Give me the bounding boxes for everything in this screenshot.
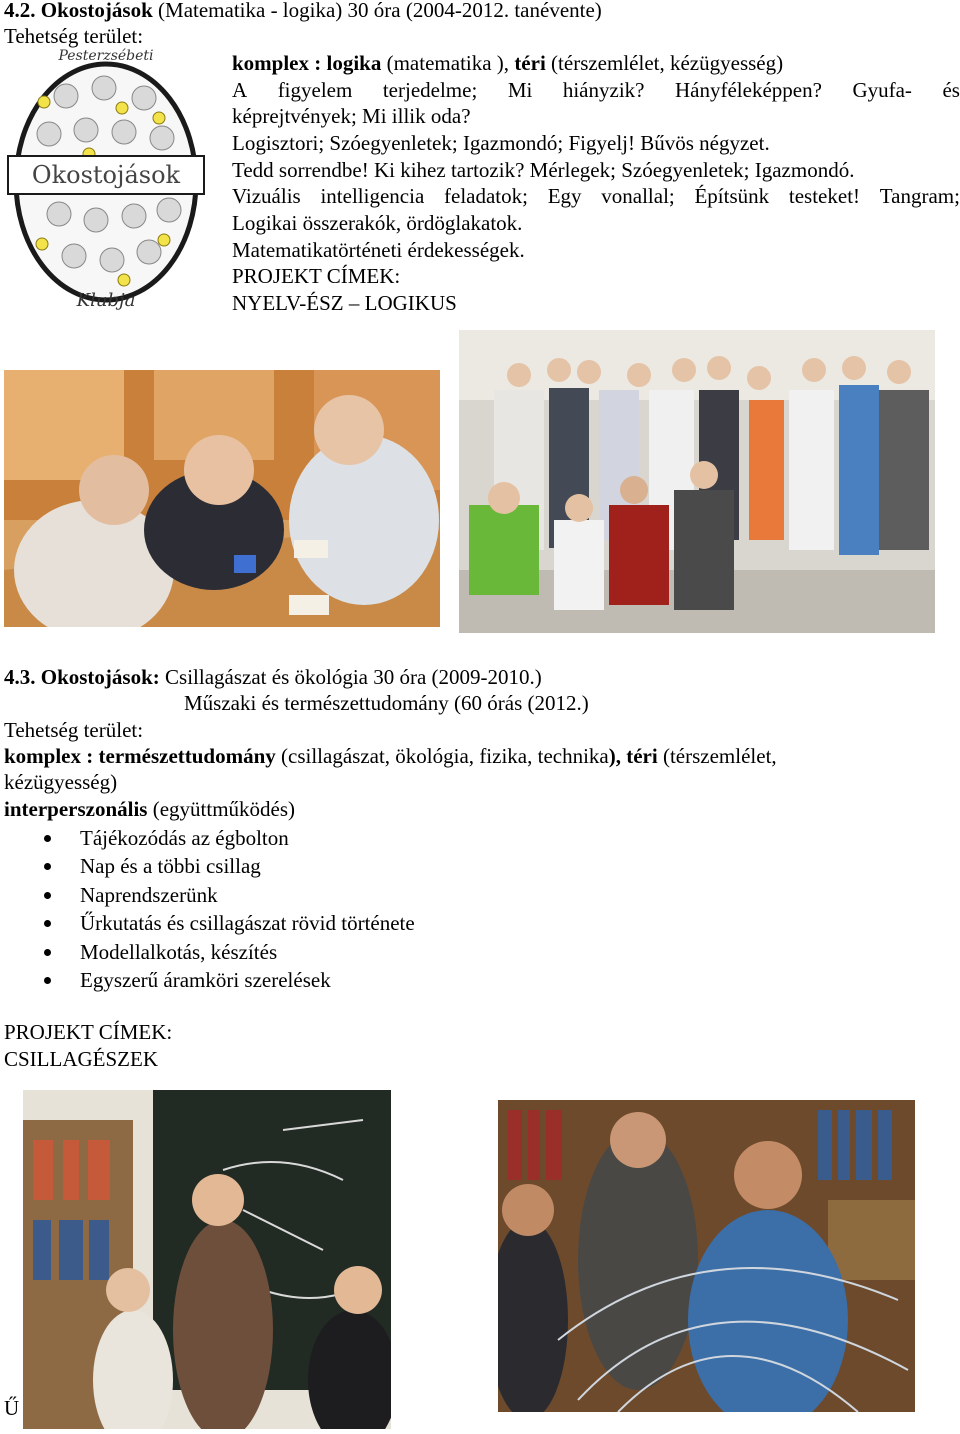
topics-line-4: Logisztori; Szóegyenletek; Igazmondó; Figyelj! Bűvös négyzet. — [232, 131, 770, 155]
word: testeket! — [788, 184, 861, 208]
talent-area-label: Tehetség terület: — [4, 718, 144, 742]
talent-line-3 — [4, 796, 295, 822]
word: feladatok; — [444, 184, 528, 208]
heading-subtitle: Csillagászat és ökológia 30 óra (2009-2010.) — [165, 665, 542, 689]
talent-physics-tech: fizika, technika — [479, 744, 609, 768]
logo-bottom-text: Klubja — [76, 290, 136, 311]
project-titles-label: PROJEKT CÍMEK: — [232, 264, 401, 288]
bullet-icon — [44, 892, 51, 899]
talent-line-1 — [4, 743, 777, 769]
list-item-text: Modellalkotás, készítés — [80, 939, 278, 964]
list-item-text: Tájékozódás az égbolton — [80, 826, 289, 850]
photo-students-at-blackboard — [23, 1090, 391, 1429]
project-name: CSILLAGÉSZEK — [4, 1047, 158, 1071]
heading-number: 4.3. — [4, 665, 36, 689]
talent-line-2: kézügyesség) — [4, 770, 118, 794]
list-item-text: Egyszerű áramköri szerelések — [80, 968, 331, 993]
bullet-icon — [44, 835, 51, 842]
word: figyelem — [277, 78, 353, 102]
project-name: NYELV-ÉSZ – LOGIKUS — [232, 291, 457, 315]
word: Vizuális — [232, 184, 301, 208]
topics-line-8: Matematikatörténeti érdekességek. — [232, 238, 525, 262]
logo-center-text: Okostojások — [31, 161, 181, 189]
talent-line-1 — [232, 50, 783, 76]
talent-science-areas: (csillagászat, ökológia, — [281, 744, 475, 768]
topic-bullet-list — [4, 824, 415, 994]
word: Egy — [547, 184, 582, 208]
talent-complex-logic: komplex : logika — [232, 51, 382, 75]
topics-line-5: Tedd sorrendbe! Ki kihez tartozik? Mérlegek; Szóegyenletek; Igazmondó. — [232, 158, 855, 182]
list-item — [4, 966, 415, 994]
topics-line-2 — [232, 77, 960, 103]
egg-logo-graphic — [4, 44, 208, 316]
talent-math: (matematika ), — [386, 51, 510, 75]
word: Építsünk — [694, 184, 770, 208]
word: vonallal; — [601, 184, 675, 208]
heading-title: Okostojások — [40, 0, 153, 22]
photo-students-at-table — [4, 370, 440, 627]
list-item — [4, 938, 415, 966]
heading-subtitle: (Matematika - logika) 30 óra (2004-2012. tanévente) — [158, 0, 602, 22]
talent-spatial: téri — [514, 51, 546, 75]
talent-interpersonal-detail: (együttműködés) — [152, 797, 296, 821]
topics-line-3: képrejtvények; Mi illik oda? — [232, 104, 471, 128]
talent-area-label: Tehetség terület: — [4, 24, 144, 48]
bullet-icon — [44, 977, 51, 984]
word: hiányzik? — [562, 78, 645, 102]
word: A — [232, 78, 248, 102]
heading-number: 4.2. — [4, 0, 36, 22]
talent-spatial: ), téri — [608, 744, 658, 768]
word: Gyufa- — [852, 78, 912, 102]
word: Mi — [507, 78, 533, 102]
logo-top-text: Pesterzsébeti — [58, 48, 154, 64]
club-logo — [4, 44, 208, 316]
talent-interpersonal: interperszonális — [4, 797, 148, 821]
photo-students-building-model — [498, 1100, 915, 1412]
list-item-text: Naprendszerünk — [80, 882, 218, 907]
talent-spatial-detail: (térszemlélet, kézügyesség) — [551, 51, 784, 75]
section-42-heading — [4, 0, 602, 23]
section-43-heading — [4, 664, 542, 690]
bullet-icon — [44, 920, 51, 927]
topics-line-7: Logikai összerakók, ördöglakatok. — [232, 211, 523, 235]
word: Tangram; — [879, 184, 960, 208]
list-item-text: Űrkutatás és csillagászat rövid története — [80, 911, 415, 936]
topics-line-6 — [232, 183, 960, 209]
word: és — [942, 78, 960, 102]
list-item — [4, 824, 415, 852]
talent-spatial-detail: (térszemlélet, — [662, 744, 777, 768]
bullet-icon — [44, 949, 51, 956]
talent-complex-science: komplex : természettudomány — [4, 744, 276, 768]
photo-group-of-students — [459, 330, 935, 633]
list-item — [4, 909, 415, 937]
list-item — [4, 852, 415, 880]
trailing-character: Ű — [4, 1396, 20, 1420]
word: terjedelme; — [382, 78, 478, 102]
project-titles-label: PROJEKT CÍMEK: — [4, 1020, 173, 1044]
list-item — [4, 881, 415, 909]
list-item-text: Nap és a többi csillag — [80, 854, 261, 879]
heading-title: Okostojások: — [40, 665, 160, 689]
heading-second-line: Műszaki és természettudomány (60 órás (2012.) — [184, 691, 589, 715]
word: intelligencia — [320, 184, 425, 208]
word: Hányféleképpen? — [675, 78, 822, 102]
bullet-icon — [44, 863, 51, 870]
